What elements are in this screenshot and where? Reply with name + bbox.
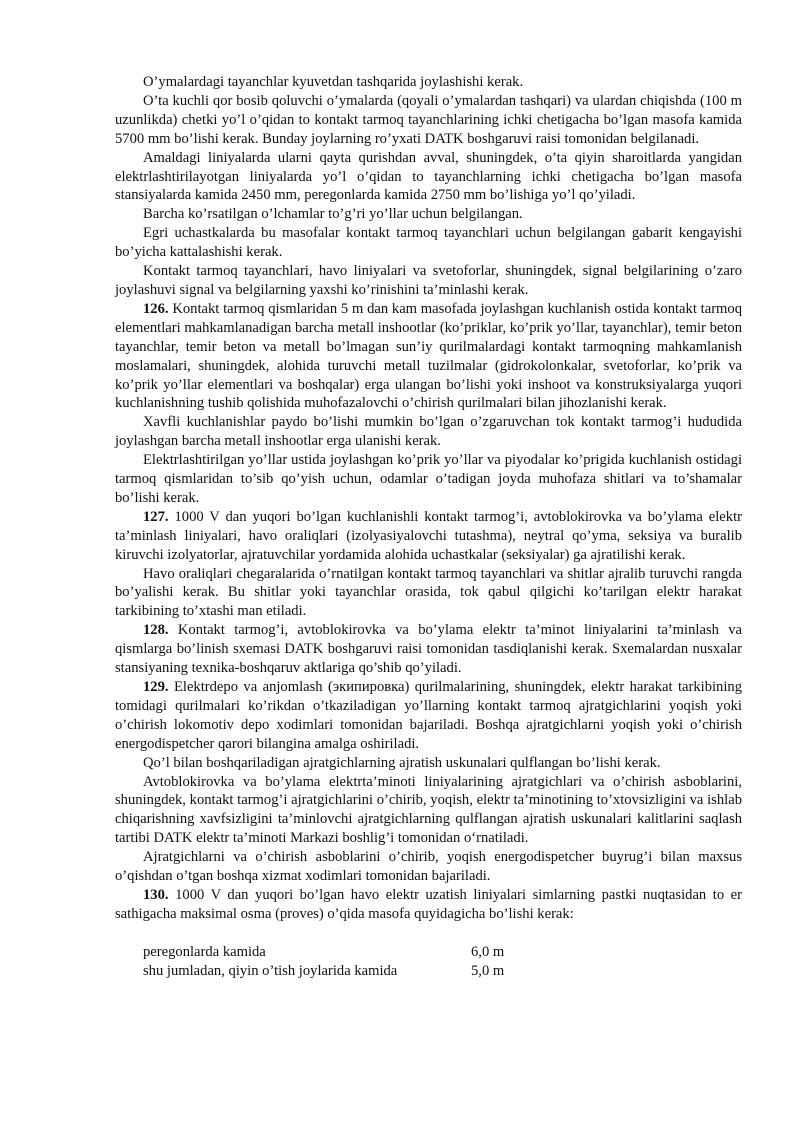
paragraph: Egri uchastkalarda bu masofalar kontakt tarmoq tayanchlari uchun belgilangan gabarit kengayishi bo’yicha kattalashishi kerak. — [115, 225, 742, 261]
paragraph: Qo’l bilan boshqariladigan ajratgichlarning ajratish uskunalari qulflangan bo’lishi kerak. — [143, 754, 661, 771]
distance-label: shu jumladan, qiyin o’tish joylarida kamida — [143, 962, 398, 979]
distance-label: peregonlarda kamida — [143, 943, 266, 960]
paragraph: Barcha ko’rsatilgan o’lchamlar to’g’ri yo’llar uchun belgilangan. — [143, 206, 523, 223]
paragraph: Xavfli kuchlanishlar paydo bo’lishi mumkin bo’lgan o’zgaruvchan tok kontakt tarmog’i hududida joylashgan barcha metall inshootlar erga ulanishi kerak. — [115, 414, 742, 450]
paragraph-128: 128. Kontakt tarmog’i, avtoblokirovka va bo’ylama elektr ta’minot liniyalarini ta’minlash va qismlarga bo’linish sxemasi DATK boshgaruvi raisi tomonidan tasdiqlanishi kerak. Sxemalardan nusxalar stansiyaning texnika-boshqaruv aktlariga qo’shib qo’yiladi. — [115, 622, 742, 677]
clause-number: 126. — [143, 300, 169, 317]
clause-number: 129. — [143, 679, 169, 695]
paragraph-129: 129. Elektrdepo va anjomlash (экипировка) qurilmalarining, shuningdek, elektr harakat tarkibining tomidagi qurilmalari ko’rikdan o’tkaziladigan yo’llarning kontakt tarmoq ajratgichlarini yoqish yoki o’chirish lokomotiv depo xodimlari tomonidan bajariladi. Boshqa ajratgichlarni yoqish yoki o’chirish energodispetcher qarori bilangina amalga oshiriladi. — [115, 679, 742, 752]
paragraph: Havo oraliqlari chegaralarida o’rnatilgan kontakt tarmoq tayanchlari va shitlar ajralib turuvchi rangda bo’yalishi kerak. Bu shitlar yoki tayanchlar orasida, tok qabul qilgichi ko’tarilgan elektr harakat tarkibining to’xtashi man etiladi. — [115, 565, 742, 620]
paragraph-126: 126. Kontakt tarmoq qismlaridan 5 m dan kam masofada joylashgan kuchlanish ostida kontakt tarmoq elementlari mahkamlanadigan barcha metall inshootlar (ko’priklar, ko’prik yo’llar, tayanchlar), temir beton tayanchlar, temir beton va metall bo’lmagan sun’iy qurilmalardagi kontakt tarmoqning mahkamlanish moslamalari, shuningdek, alohida turuvchi metall tuzilmalar (gidrokolonkalar, svetoforlar, ko’prik va ko’prik yo’llar elementlari va boshqalar) erga ulangan bo’lishi yoki inshoot va konstruksiyalarga yuqori kuchlanishning tushib qolishida muhofazalovchi o’chirish qurilmalari bilan jihozlanishi kerak. — [115, 300, 742, 412]
paragraph: O’ymalardagi tayanchlar kyuvetdan tashqarida joylashishi kerak. — [143, 74, 524, 90]
body-text — [115, 73, 742, 924]
paragraph: Kontakt tarmoq tayanchlari, havo liniyalari va svetoforlar, shuningdek, signal belgilarining o’zaro joylashuvi signal va belgilarning yaxshi ko’rinishini ta’minlashi kerak. — [115, 263, 742, 298]
paragraph: Avtoblokirovka va bo’ylama elektrta’minoti liniyalarining ajratgichlari va o’chirish asboblarini, shuningdek, kontakt tarmog’i ajratgichlarini o’chirib, yoqish, elektr ta’minotining to’xtovsizligini va ishlab chiqarishning xavfsizligini ta’minlovchi ajratgichlarning qulflangan ajratish uskunalari kalitlarini saqlash tartibi DATK elektr ta’minoti Markazi boshlig’i tomonidan o‘rnatiladi. — [115, 773, 742, 847]
document-page — [115, 73, 742, 981]
paragraph: O’ta kuchli qor bosib qoluvchi o’ymalarda (qoyali o’ymalardan tashqari) va ulardan chiqishda (100 m uzunlikda) chetki yo’l o’qidan to kontakt tarmoq tayanchlarining ichki chetigacha bo’lgan masofa kamida 5700 mm bo’lishi kerak. Bunday joylarning ro’yxati DATK boshgaruvi raisi tomonidan belgilanadi. — [115, 92, 742, 147]
paragraph: Elektrlashtirilgan yo’llar ustida joylashgan ko’prik yo’llar va piyodalar ko’prigida kuchlanish ostidagi tarmoq qismlaridan to’sib qo’yish uchun, odamlar o’tadigan joyda muhofaza shitlari va to’shamalar bo’lishi kerak. — [115, 452, 742, 506]
clause-number: 130. — [143, 886, 169, 903]
clause-number: 127. — [143, 508, 169, 525]
paragraph: Ajratgichlarni va o’chirish asboblarini o’chirib, yoqish energodispetcher buyrug’i bilan maxsus o’qishdan o’tgan boshqa xizmat xodimlari tomonidan bajariladi. — [115, 849, 742, 885]
distance-row — [143, 943, 523, 962]
paragraph: Amaldagi liniyalarda ularni qayta qurishdan avval, shuningdek, o’ta qiyin sharoitlarda yangidan elektrlashtirilayotgan liniyalarda yo’l o’qidan to tayanchlarning ichki chetigacha bo’lgan masofa stansiyalarda kamida 2450 mm, peregonlarda kamida 2750 mm bo’lishiga yo’l qo’yiladi. — [115, 149, 742, 204]
distance-value: 5,0 m — [471, 962, 505, 979]
distance-table — [143, 943, 523, 981]
paragraph-130: 130. 1000 V dan yuqori bo’lgan havo elektr uzatish liniyalari simlarning pastki nuqtasidan to er sathigacha maksimal osma (proves) o’qida masofa quyidagicha bo’lishi kerak: — [115, 886, 743, 922]
clause-number: 128. — [143, 622, 169, 639]
paragraph-127: 127. 1000 V dan yuqori bo’lgan kuchlanishli kontakt tarmog’i, avtoblokirovka va bo’ylama elektr ta’minlash liniyalari, havo oraliqlari (izolyasiyalovchi tutashma), neytral qo’yma, seksiya va buralib kiruvchi izolyatorlar, ajratuvchilar yordamida alohida uchastkalar (seksiyalar) ga ajratilishi kerak. — [115, 508, 742, 563]
distance-row — [143, 962, 523, 981]
distance-value: 6,0 m — [471, 943, 505, 960]
